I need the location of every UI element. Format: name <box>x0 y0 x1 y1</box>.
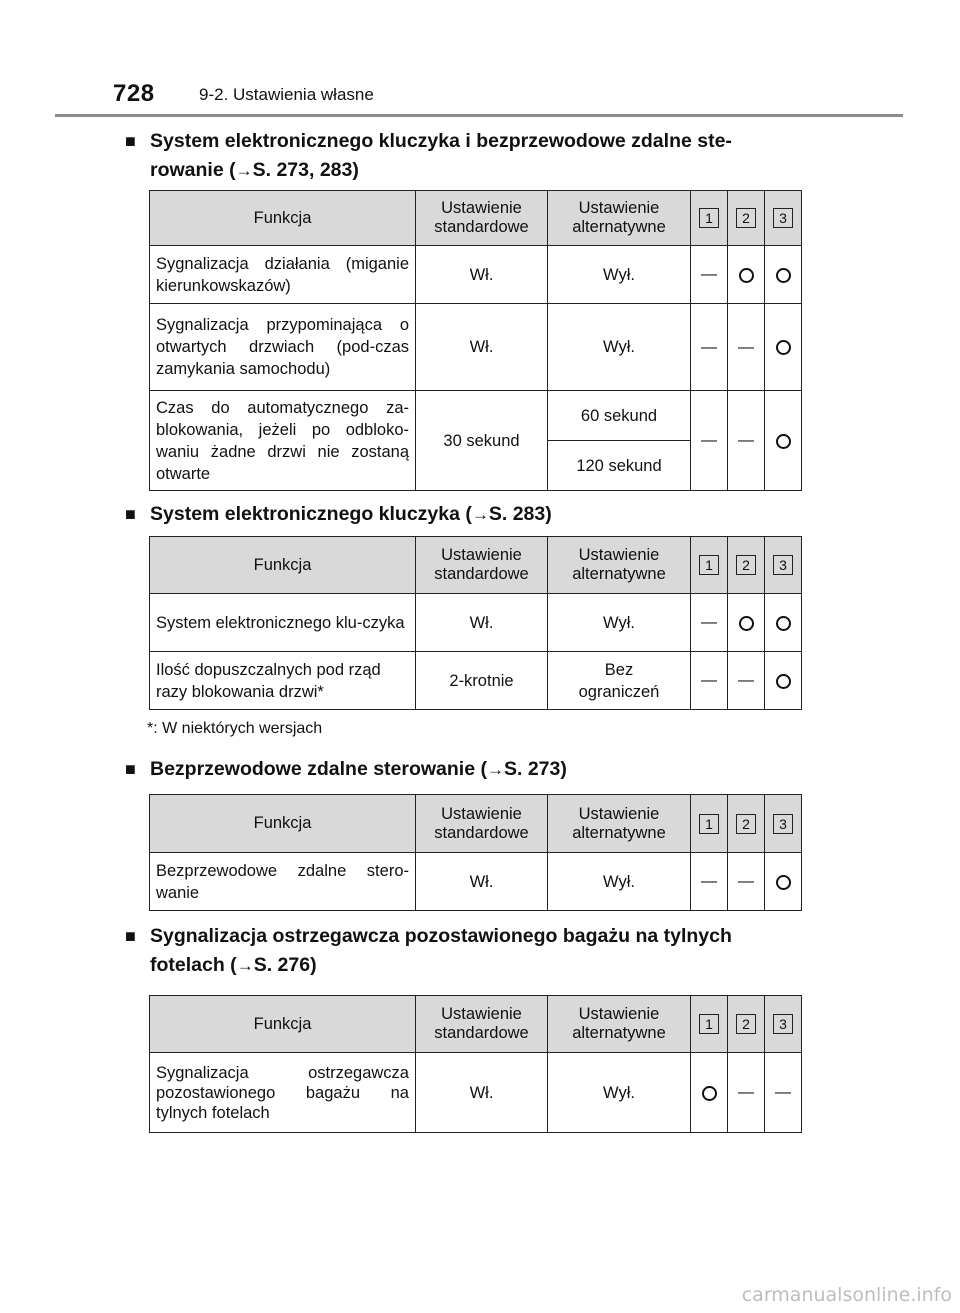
table-header-row <box>150 537 802 594</box>
settings-table-3 <box>149 794 802 911</box>
page-number: 728 <box>113 80 155 107</box>
function-cell: Sygnalizacja działania (miganie kierunkowskazów) <box>150 246 416 304</box>
header-mode-1: 1 <box>691 795 728 853</box>
bullet-icon: ■ <box>125 504 136 524</box>
table-header-row <box>150 795 802 853</box>
function-cell: Sygnalizacja przypominająca o otwartych drzwiach (pod-czas zamykania samochodu) <box>150 304 416 391</box>
standard-cell: 2-krotnie <box>416 652 548 710</box>
section-title-line: rowanie (→S. 273, 283) <box>150 159 359 181</box>
function-cell: System elektronicznego klu-czyka <box>150 594 416 652</box>
mode-cell: — <box>691 594 728 652</box>
header-alternative: Ustawienie alternatywne <box>548 537 691 594</box>
header-mode-3: 3 <box>765 191 802 246</box>
header-alternative: Ustawienie alternatywne <box>548 191 691 246</box>
arrow-icon: → <box>486 760 504 779</box>
table-header-row <box>150 191 802 246</box>
chapter-title: 9-2. Ustawienia własne <box>199 85 374 104</box>
standard-cell: Wł. <box>416 1053 548 1133</box>
header-rule <box>55 114 903 117</box>
function-cell: Ilość dopuszczalnych pod rząd razy blokowania drzwi* <box>150 652 416 710</box>
section-title-1 <box>125 127 810 185</box>
bullet-icon: ■ <box>125 759 136 779</box>
table-row <box>150 652 802 710</box>
mode-cell <box>765 304 802 391</box>
arrow-icon: → <box>236 956 254 975</box>
mode-cell: — <box>728 853 765 911</box>
header-mode-2: 2 <box>728 795 765 853</box>
table-header-row <box>150 996 802 1053</box>
circle-icon <box>739 616 754 631</box>
page-header <box>0 0 960 120</box>
header-mode-2: 2 <box>728 191 765 246</box>
alternative-cell: Wył. <box>548 853 691 911</box>
alternative-cell: 60 sekund <box>548 391 691 441</box>
header-mode-3: 3 <box>765 537 802 594</box>
header-standard: Ustawienie standardowe <box>416 795 548 853</box>
mode-cell <box>728 246 765 304</box>
mode-cell: — <box>765 1053 802 1133</box>
standard-cell: Wł. <box>416 246 548 304</box>
mode-cell: — <box>728 652 765 710</box>
bullet-icon: ■ <box>125 131 136 151</box>
mode-cell: — <box>728 391 765 491</box>
circle-icon <box>776 674 791 689</box>
header-mode-1: 1 <box>691 537 728 594</box>
header-funkcja: Funkcja <box>150 996 416 1053</box>
header-mode-2: 2 <box>728 537 765 594</box>
mode-cell <box>765 853 802 911</box>
mode-cell <box>765 652 802 710</box>
mode-cell <box>691 1053 728 1133</box>
function-cell: Bezprzewodowe zdalne stero-wanie <box>150 853 416 911</box>
function-cell: Czas do automatycznego za-blokowania, jeżeli po odbloko-waniu żadne drzwi nie zostaną otwarte <box>150 391 416 491</box>
section-title-3: ■ Bezprzewodowe zdalne sterowanie (→S. 273) <box>150 755 810 784</box>
arrow-icon: → <box>471 505 489 524</box>
section-title-line: Sygnalizacja ostrzegawcza pozostawionego bagażu na tylnych <box>150 925 732 947</box>
alternative-cell: Wył. <box>548 246 691 304</box>
table-row <box>150 853 802 911</box>
standard-cell: 30 sekund <box>416 391 548 491</box>
bullet-icon: ■ <box>125 926 136 946</box>
mode-cell: — <box>728 1053 765 1133</box>
mode-cell <box>765 391 802 491</box>
section-title-line: fotelach (→S. 276) <box>150 954 317 976</box>
circle-icon <box>776 616 791 631</box>
header-alternative: Ustawienie alternatywne <box>548 996 691 1053</box>
section-title-4 <box>125 922 810 980</box>
circle-icon <box>776 340 791 355</box>
settings-table-4 <box>149 995 802 1133</box>
table-row <box>150 304 802 391</box>
header-standard: Ustawienie standardowe <box>416 996 548 1053</box>
footnote: *: W niektórych wersjach <box>147 720 323 737</box>
table-row <box>150 594 802 652</box>
header-mode-1: 1 <box>691 191 728 246</box>
standard-cell: Wł. <box>416 304 548 391</box>
table-row <box>150 1053 802 1133</box>
circle-icon <box>702 1086 717 1101</box>
settings-table-1 <box>149 190 802 491</box>
circle-icon <box>739 268 754 283</box>
mode-cell <box>765 246 802 304</box>
header-funkcja: Funkcja <box>150 191 416 246</box>
standard-cell: Wł. <box>416 853 548 911</box>
arrow-icon: → <box>235 161 253 180</box>
mode-cell: — <box>691 246 728 304</box>
circle-icon <box>776 875 791 890</box>
mode-cell: — <box>691 652 728 710</box>
alternative-cell: 120 sekund <box>548 441 691 491</box>
alternative-cell: Wył. <box>548 1053 691 1133</box>
circle-icon <box>776 434 791 449</box>
header-alternative: Ustawienie alternatywne <box>548 795 691 853</box>
mode-cell: — <box>691 391 728 491</box>
mode-cell: — <box>728 304 765 391</box>
header-standard: Ustawienie standardowe <box>416 537 548 594</box>
mode-cell: — <box>691 304 728 391</box>
table-row <box>150 391 802 441</box>
function-cell: Sygnalizacja ostrzegawcza pozostawionego bagażu na tylnych fotelach <box>150 1053 416 1133</box>
header-funkcja: Funkcja <box>150 537 416 594</box>
header-standard: Ustawienie standardowe <box>416 191 548 246</box>
standard-cell: Wł. <box>416 594 548 652</box>
header-mode-2: 2 <box>728 996 765 1053</box>
header-mode-3: 3 <box>765 795 802 853</box>
table-row <box>150 246 802 304</box>
watermark: carmanualsonline.info <box>741 1284 952 1306</box>
mode-cell: — <box>691 853 728 911</box>
alternative-cell: Bez ograniczeń <box>548 652 691 710</box>
header-funkcja: Funkcja <box>150 795 416 853</box>
mode-cell <box>728 594 765 652</box>
section-title-2: ■ System elektronicznego kluczyka (→S. 283) <box>150 500 810 529</box>
alternative-cell: Wył. <box>548 304 691 391</box>
circle-icon <box>776 268 791 283</box>
settings-table-2 <box>149 536 802 710</box>
section-title-line: System elektronicznego kluczyka i bezprzewodowe zdalne ste- <box>150 130 732 152</box>
header-mode-1: 1 <box>691 996 728 1053</box>
alternative-cell: Wył. <box>548 594 691 652</box>
header-mode-3: 3 <box>765 996 802 1053</box>
mode-cell <box>765 594 802 652</box>
